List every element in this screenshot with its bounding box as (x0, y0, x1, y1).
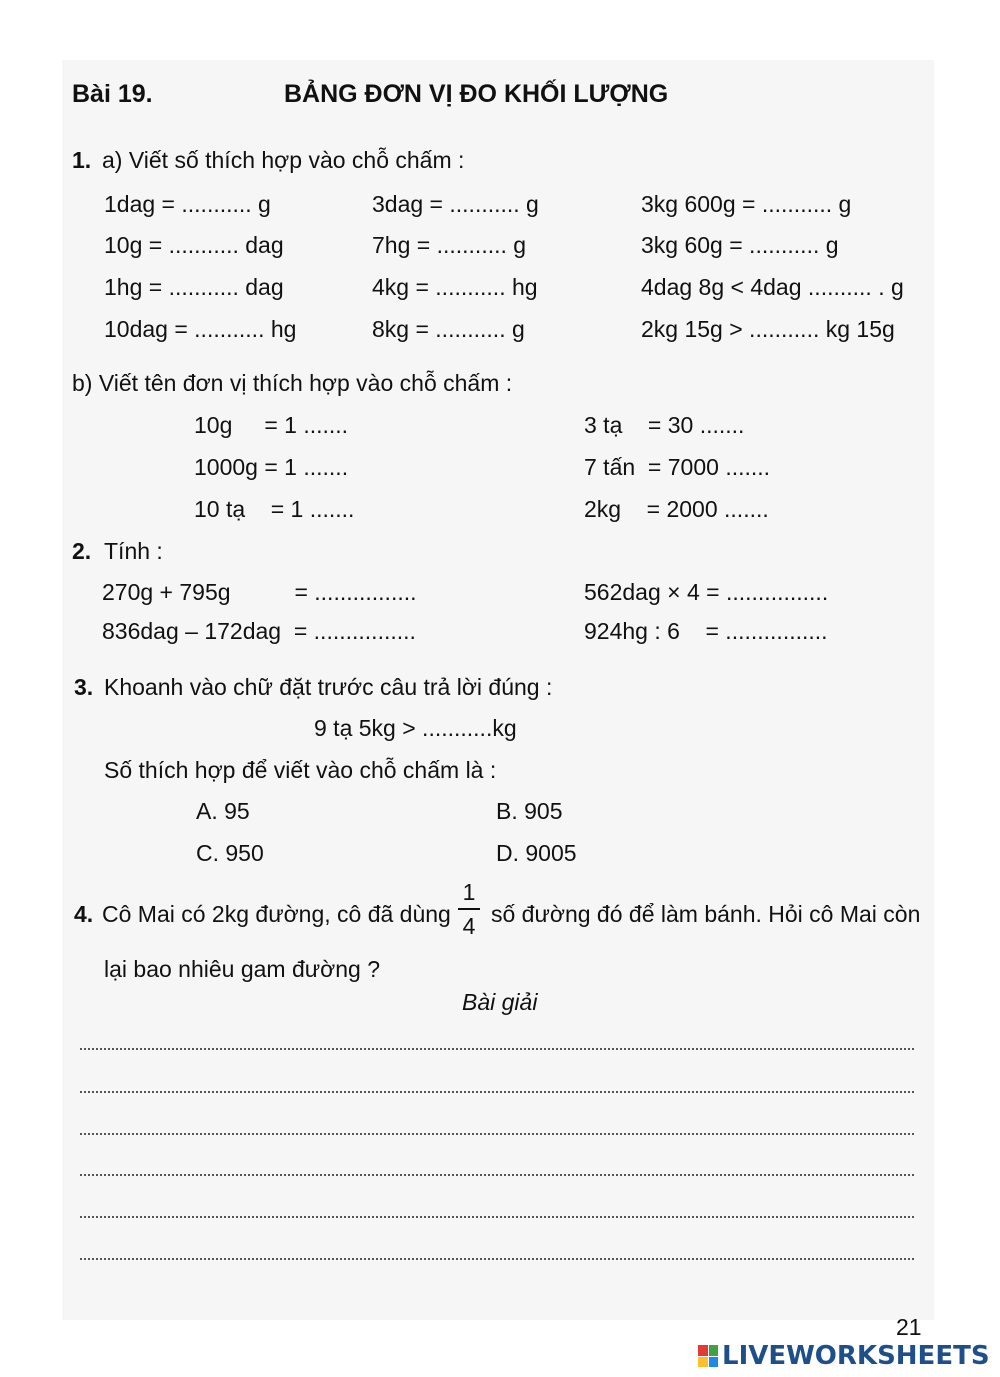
q1-number: 1. (72, 147, 92, 173)
q1a-item: 7hg = ........... g (372, 232, 527, 258)
q3-number: 3. (74, 674, 94, 700)
q2-number: 2. (72, 538, 92, 564)
q4-text-before: Cô Mai có 2kg đường, cô đã dùng (102, 901, 451, 927)
answer-line[interactable] (80, 1174, 914, 1176)
q1b-item: 1000g = 1 ....... (194, 454, 349, 480)
q1b-item: 10g = 1 ....... (194, 412, 349, 438)
answer-line[interactable] (80, 1258, 914, 1260)
q1a-item: 3kg 60g = ........... g (641, 232, 839, 258)
q1a-item: 10g = ........... dag (104, 232, 284, 258)
page-title: BẢNG ĐƠN VỊ ĐO KHỐI LƯỢNG (284, 80, 669, 108)
q4-fraction (456, 878, 482, 940)
brand-name: LIVEWORKSHEETS (722, 1341, 990, 1371)
q3-option-a[interactable]: A. 95 (196, 798, 250, 824)
q4-number: 4. (74, 901, 94, 927)
q1a-item: 1dag = ........... g (104, 191, 271, 217)
q1b-item: 2kg = 2000 ....... (584, 496, 769, 522)
q1a-item: 4dag 8g < 4dag .......... . g (641, 274, 904, 300)
q1a-item: 1hg = ........... dag (104, 274, 284, 300)
q2-item: 562dag × 4 = ................ (584, 579, 829, 605)
q4-text-line2: lại bao nhiêu gam đường ? (104, 956, 380, 982)
q1a-item: 4kg = ........... hg (372, 274, 538, 300)
q1a-item: 3kg 600g = ........... g (641, 191, 852, 217)
q2-item: 924hg : 6 = ................ (584, 618, 828, 644)
liveworksheets-logo (698, 1342, 990, 1370)
q3-subprompt: Số thích hợp để viết vào chỗ chấm là : (104, 757, 497, 783)
q1a-item: 2kg 15g > ........... kg 15g (641, 316, 895, 342)
q1a-item: 3dag = ........... g (372, 191, 539, 217)
page-number: 21 (896, 1314, 922, 1340)
q2-item: 270g + 795g = ................ (102, 579, 417, 605)
q1b-item: 7 tấn = 7000 ....... (584, 454, 771, 480)
q1b-item: 3 tạ = 30 ....... (584, 412, 745, 438)
fraction-bar (458, 908, 480, 910)
lesson-number: Bài 19. (72, 80, 153, 108)
q1-part-a-prompt: a) Viết số thích hợp vào chỗ chấm : (102, 147, 465, 173)
q1a-item: 8kg = ........... g (372, 316, 525, 342)
q3-option-b[interactable]: B. 905 (496, 798, 563, 824)
q2-item: 836dag – 172dag = ................ (102, 618, 416, 644)
answer-line[interactable] (80, 1091, 914, 1093)
q3-prompt: Khoanh vào chữ đặt trước câu trả lời đúng : (104, 674, 553, 700)
fraction-denominator: 4 (462, 913, 476, 939)
logo-cube-icon (698, 1345, 718, 1367)
q1-part-b-prompt: b) Viết tên đơn vị thích hợp vào chỗ chấm : (72, 370, 513, 396)
q3-expression: 9 tạ 5kg > ...........kg (314, 715, 517, 741)
fraction-numerator: 1 (462, 879, 476, 905)
solution-label: Bài giải (462, 989, 538, 1015)
q3-option-c[interactable]: C. 950 (196, 840, 264, 866)
q1b-item: 10 tạ = 1 ....... (194, 496, 355, 522)
answer-line[interactable] (80, 1048, 914, 1050)
answer-line[interactable] (80, 1133, 914, 1135)
q4-text-after: số đường đó để làm bánh. Hỏi cô Mai còn (491, 901, 921, 927)
q3-option-d[interactable]: D. 9005 (496, 840, 577, 866)
answer-line[interactable] (80, 1216, 914, 1218)
q2-prompt: Tính : (104, 538, 163, 564)
q1a-item: 10dag = ........... hg (104, 316, 297, 342)
